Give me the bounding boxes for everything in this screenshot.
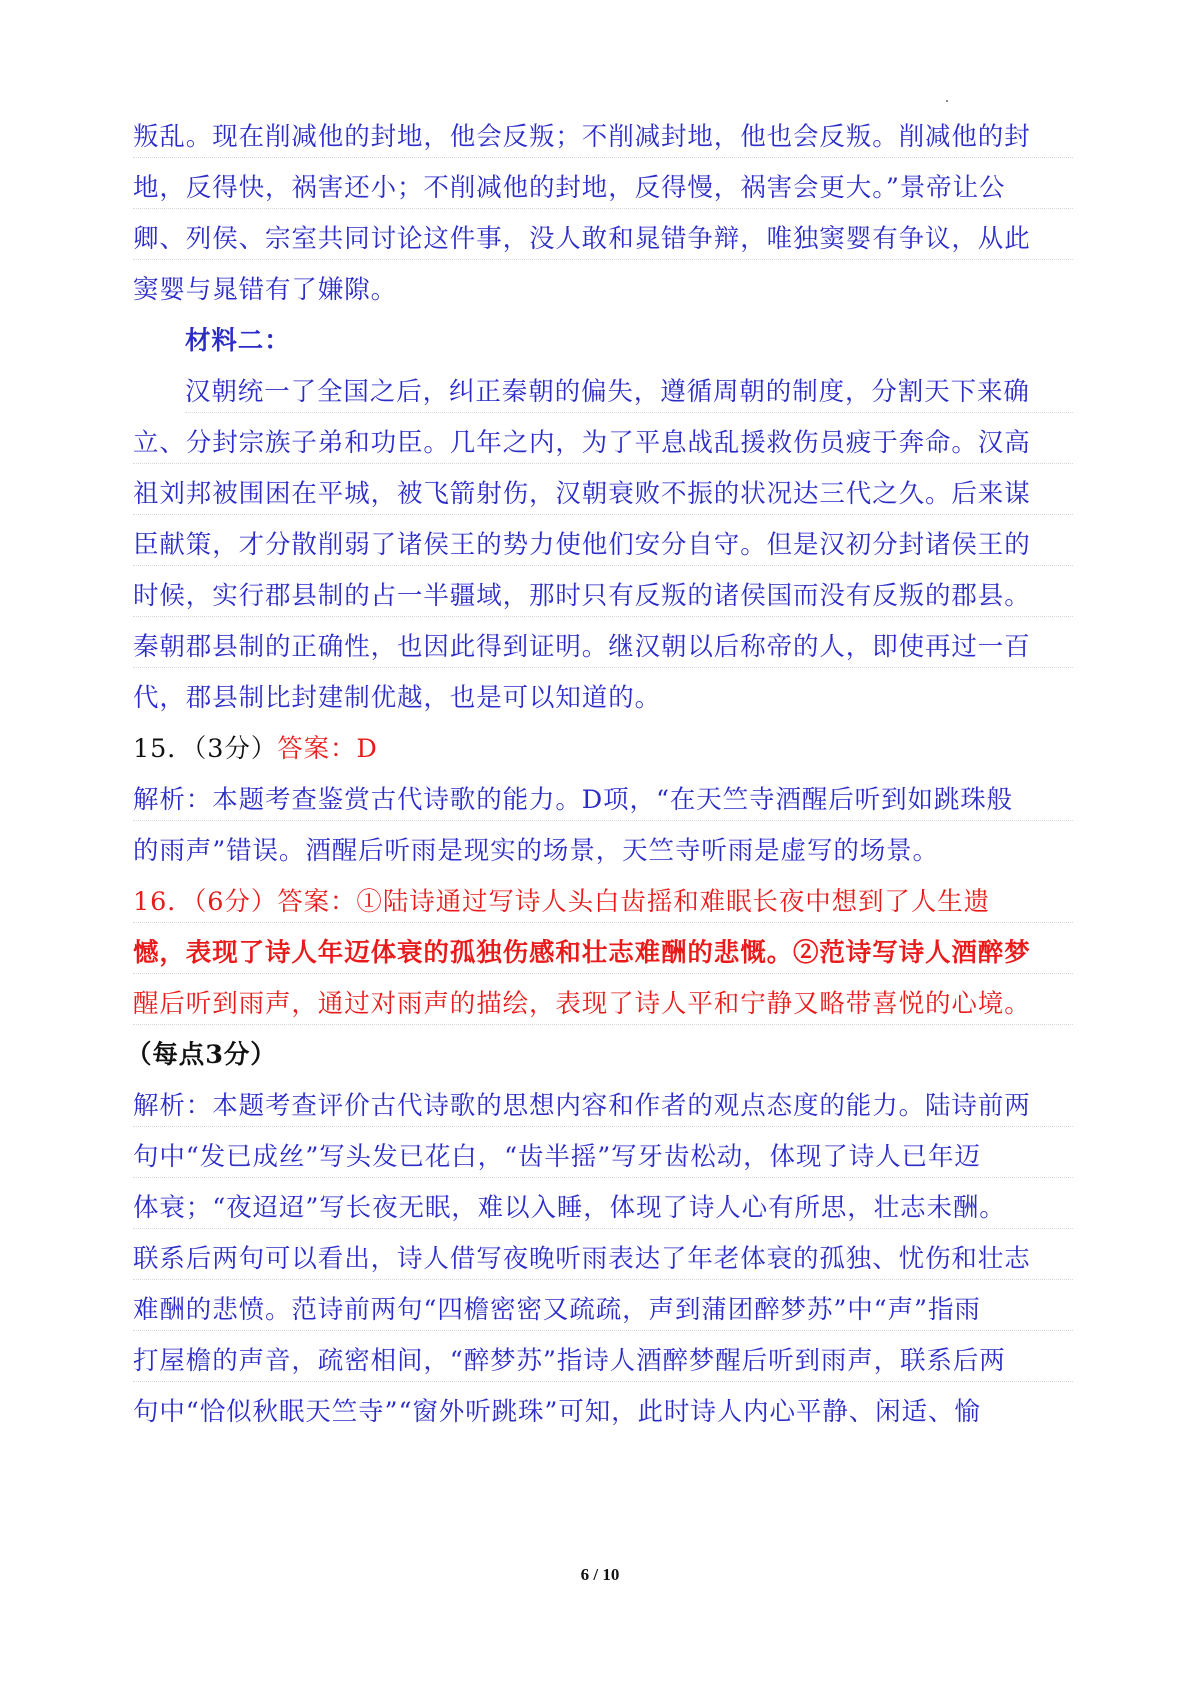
question-16-analysis-line: 句中“恰似秋眠天竺寺”“窗外听跳珠”可知，此时诗人内心平静、闲适、愉 xyxy=(133,1397,981,1427)
question-15-analysis-line: 解析：本题考查鉴赏古代诗歌的能力。D项，“在天竺寺酒醒后听到如跳珠般 xyxy=(133,780,1073,821)
page-number: 6 / 10 xyxy=(580,1565,620,1584)
question-16-analysis-line: 体衰；“夜迢迢”写长夜无眠，难以入睡，体现了诗人心有所思，壮志未酬。 xyxy=(133,1188,1073,1229)
text-line: 窦婴与晁错有了嫌隙。 xyxy=(133,275,398,305)
text-line: 卿、列侯、宗室共同讨论这件事，没人敢和晁错争辩，唯独窦婴有争议，从此 xyxy=(133,219,1073,260)
text-line: 祖刘邦被围困在平城，被飞箭射伤，汉朝衰败不振的状况达三代之久。后来谋 xyxy=(133,474,1073,515)
text-line: 秦朝郡县制的正确性，也因此得到证明。继汉朝以后称帝的人，即使再过一百 xyxy=(133,627,1073,668)
question-16-analysis-line: 句中“发已成丝”写头发已花白，“齿半摇”写牙齿松动，体现了诗人已年迈 xyxy=(133,1137,1073,1178)
question-15-answer: 答案：D xyxy=(277,734,378,764)
question-16-answer-line: 16．（6分）答案：①陆诗通过写诗人头白齿摇和难眠长夜中想到了人生遗 xyxy=(133,882,1073,923)
question-16-analysis-line: 难酬的悲愤。范诗前两句“四檐密密又疏疏，声到蒲团醉梦苏”中“声”指雨 xyxy=(133,1290,1073,1331)
scan-dot xyxy=(946,100,948,102)
question-16-score-note: （每点3分） xyxy=(126,1040,277,1070)
text-line: 立、分封宗族子弟和功臣。几年之内，为了平息战乱援救伤员疲于奔命。汉高 xyxy=(133,423,1073,464)
question-16-analysis-line: 联系后两句可以看出，诗人借写夜晚听雨表达了年老体衰的孤独、忧伤和壮志 xyxy=(133,1239,1073,1280)
material-two-heading: 材料二： xyxy=(185,326,291,356)
question-16-answer-line: 憾，表现了诗人年迈体衰的孤独伤感和壮志难酬的悲慨。②范诗写诗人酒醉梦 xyxy=(133,933,1073,974)
text-line: 汉朝统一了全国之后，纠正秦朝的偏失，遵循周朝的制度，分割天下来确 xyxy=(185,372,1073,413)
question-16-analysis-line: 解析：本题考查评价古代诗歌的思想内容和作者的观点态度的能力。陆诗前两 xyxy=(133,1086,1073,1127)
question-16-answer-line: 醒后听到雨声，通过对雨声的描绘，表现了诗人平和宁静又略带喜悦的心境。 xyxy=(133,984,1073,1025)
text-line: 时候，实行郡县制的占一半疆域，那时只有反叛的诸侯国而没有反叛的郡县。 xyxy=(133,576,1073,617)
text-line: 地，反得快，祸害还小；不削减他的封地，反得慢，祸害会更大。”景帝让公 xyxy=(133,168,1073,209)
text-line: 臣献策，才分散削弱了诸侯王的势力使他们安分自守。但是汉初分封诸侯王的 xyxy=(133,525,1073,566)
question-15-answer-line xyxy=(133,729,1073,769)
question-15-number: 15．（3分） xyxy=(133,734,278,764)
question-15-analysis-line: 的雨声”错误。酒醒后听雨是现实的场景，天竺寺听雨是虚写的场景。 xyxy=(133,836,939,866)
question-16-analysis-line: 打屋檐的声音，疏密相间，“醉梦苏”指诗人酒醉梦醒后听到雨声，联系后两 xyxy=(133,1341,1073,1382)
text-line: 叛乱。现在削减他的封地，他会反叛；不削减封地，他也会反叛。削减他的封 xyxy=(133,117,1073,158)
text-line: 代，郡县制比封建制优越，也是可以知道的。 xyxy=(133,683,662,713)
